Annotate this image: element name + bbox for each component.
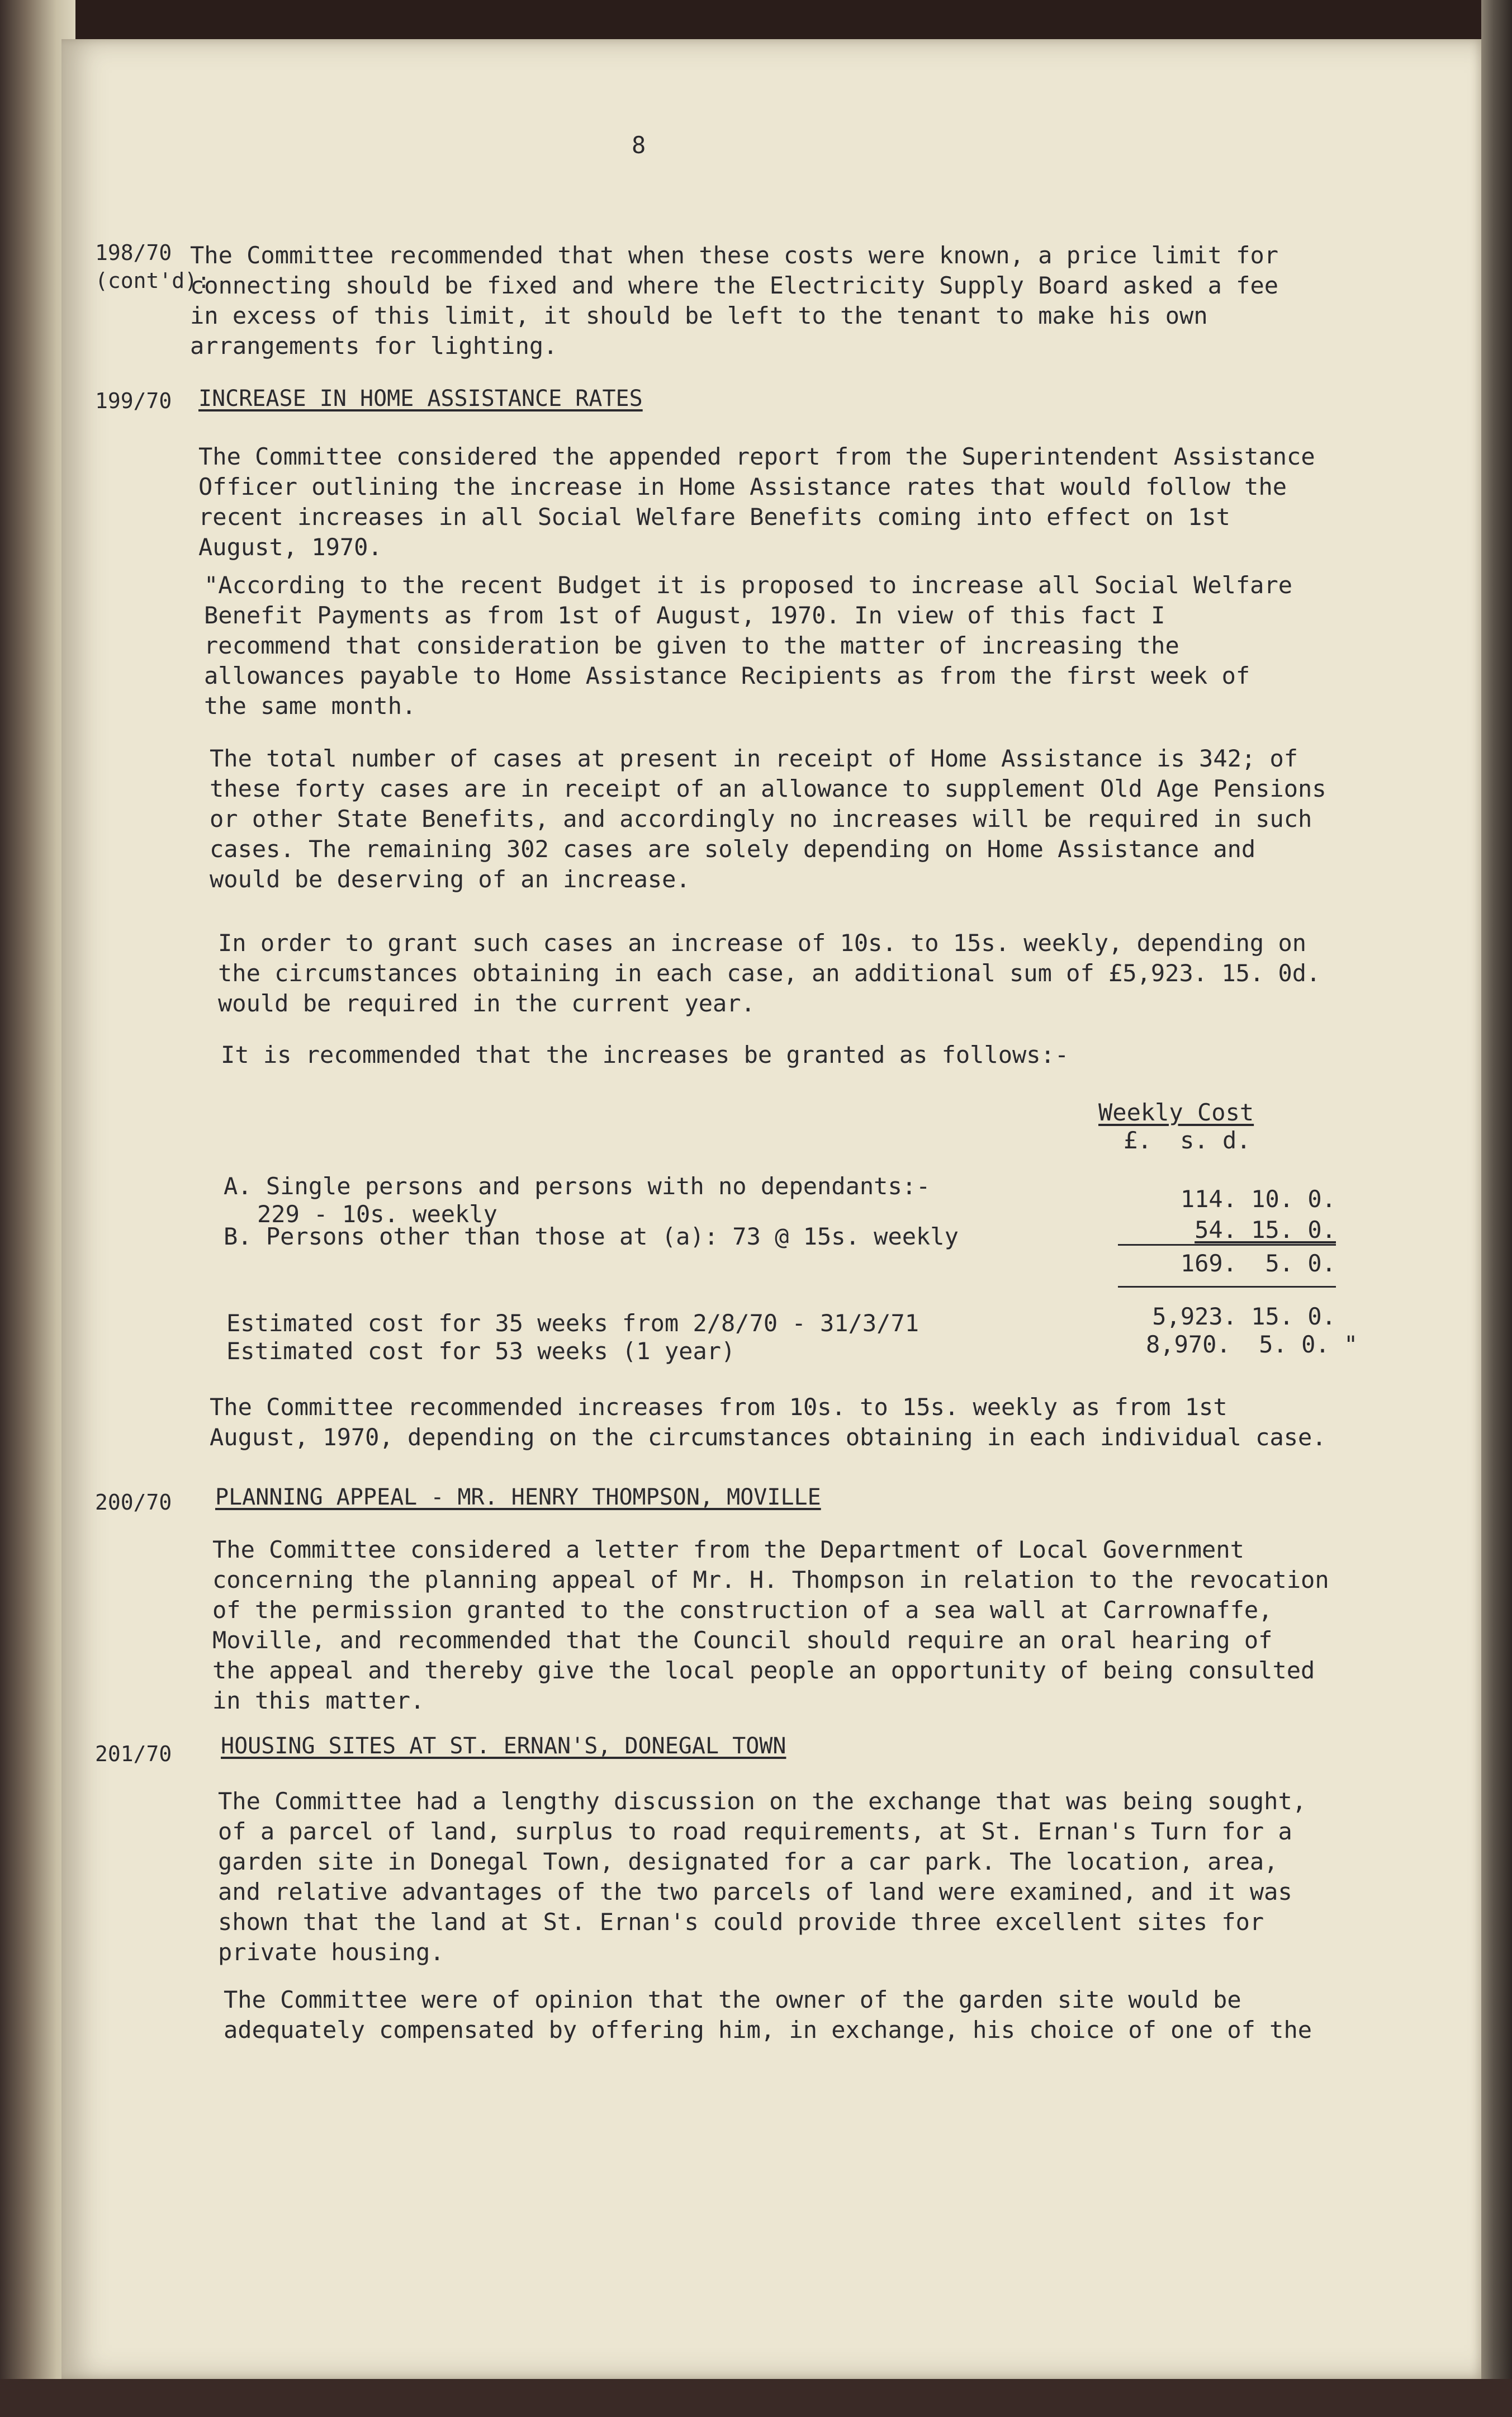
text-line: "According to the recent Budget it is proposed to increase all Social Welfare (204, 571, 1293, 599)
total-rule (1118, 1244, 1336, 1246)
table-row-b-amount: 54. 15. 0. (1195, 1216, 1336, 1243)
text-line: arrangements for lighting. (190, 332, 558, 360)
text-line: The Committee recommended that when these costs were known, a price limit for (190, 242, 1279, 269)
minute-number-201: 201/70 (95, 1742, 172, 1766)
document-page (61, 39, 1481, 2379)
text-line: Benefit Payments as from 1st of August, 1970. In view of this fact I (204, 602, 1165, 629)
minute-199-para-4 (218, 928, 1320, 1019)
minute-number-198: 198/70 (95, 240, 172, 265)
page-edge-bottom (0, 2379, 1512, 2417)
minute-199-para-1 (198, 442, 1315, 562)
text-line: concerning the planning appeal of Mr. H. Thompson in relation to the revocation (212, 1566, 1329, 1593)
text-line: The total number of cases at present in receipt of Home Assistance is 342; of (210, 745, 1298, 772)
text-line: and relative advantages of the two parcels of land were examined, and it was (218, 1878, 1292, 1905)
text-line: allowances payable to Home Assistance Recipients as from the first week of (204, 662, 1250, 689)
table-row-a-label-2: 229 - 10s. weekly (257, 1200, 497, 1228)
currency-units: £. s. d. (1124, 1127, 1251, 1154)
text-line: of the permission granted to the construction of a sea wall at Carrownaffe, (212, 1596, 1273, 1624)
text-line: connecting should be fixed and where the Electricity Supply Board asked a fee (190, 272, 1279, 299)
text-line: the appeal and thereby give the local people an opportunity of being consulted (212, 1657, 1315, 1684)
minute-199-para-3 (210, 744, 1326, 895)
minute-199-para-2 (204, 570, 1292, 721)
text-line: adequately compensated by offering him, in exchange, his choice of one of the (224, 2016, 1312, 2044)
estimate-2-label: Estimated cost for 53 weeks (1 year) (226, 1337, 736, 1365)
text-line: would be deserving of an increase. (210, 865, 690, 893)
estimate-1-label: Estimated cost for 35 weeks from 2/8/70 - 31/3/71 (226, 1309, 919, 1337)
minute-number-200: 200/70 (95, 1490, 172, 1515)
minute-201-heading: HOUSING SITES AT ST. ERNAN'S, DONEGAL TOWN (221, 1733, 786, 1759)
text-line: or other State Benefits, and accordingly no increases will be required in such (210, 805, 1312, 833)
text-line: in this matter. (212, 1687, 425, 1714)
estimate-1-amount: 5,923. 15. 0. (1152, 1303, 1336, 1330)
text-line: Moville, and recommended that the Council should require an oral hearing of (212, 1626, 1273, 1654)
text-line: The Committee considered the appended report from the Superintendent Assistance (198, 443, 1315, 470)
minute-199-heading: INCREASE IN HOME ASSISTANCE RATES (198, 386, 643, 411)
minute-199-para-6 (210, 1392, 1326, 1453)
minute-201-para-2 (224, 1985, 1312, 2045)
minute-200-heading: PLANNING APPEAL - MR. HENRY THOMPSON, MOVILLE (215, 1484, 821, 1510)
minute-199-para-5: It is recommended that the increases be granted as follows:- (221, 1041, 1069, 1068)
minute-200-paragraph (212, 1535, 1329, 1716)
text-line: August, 1970. (198, 533, 382, 561)
text-line: private housing. (218, 1938, 444, 1966)
text-line: The Committee had a lengthy discussion on the exchange that was being sought, (218, 1787, 1307, 1815)
text-line: Officer outlining the increase in Home Assistance rates that would follow the (198, 473, 1287, 500)
estimate-2-amount: 8,970. 5. 0. " (1146, 1331, 1358, 1358)
text-line: garden site in Donegal Town, designated for a car park. The location, area, (218, 1848, 1278, 1875)
minute-number-199: 199/70 (95, 389, 172, 413)
minute-201-para-1 (218, 1786, 1306, 1967)
text-line: the circumstances obtaining in each case, an additional sum of £5,923. 15. 0d. (218, 959, 1321, 987)
minute-contd: (cont'd): (95, 268, 210, 293)
text-line: would be required in the current year. (218, 990, 755, 1017)
table-row-a-amount: 114. 10. 0. (1180, 1185, 1336, 1213)
total-rule-bottom (1118, 1286, 1336, 1288)
page-content (61, 39, 1481, 2379)
text-line: August, 1970, depending on the circumstances obtaining in each individual case. (210, 1423, 1326, 1451)
text-line: The Committee considered a letter from the Department of Local Government (212, 1536, 1244, 1563)
text-line: of a parcel of land, surplus to road requirements, at St. Ernan's Turn for a (218, 1818, 1292, 1845)
text-line: recent increases in all Social Welfare Benefits coming into effect on 1st (198, 503, 1230, 531)
text-line: cases. The remaining 302 cases are solely depending on Home Assistance and (210, 835, 1256, 863)
text-line: shown that the land at St. Ernan's could provide three excellent sites for (218, 1908, 1264, 1936)
text-line: these forty cases are in receipt of an allowance to supplement Old Age Pensions (210, 775, 1326, 802)
text-line: In order to grant such cases an increase of 10s. to 15s. weekly, depending on (218, 929, 1307, 957)
text-line: The Committee were of opinion that the owner of the garden site would be (224, 1986, 1241, 2013)
text-line: in excess of this limit, it should be left to the tenant to make his own (190, 302, 1208, 329)
minute-198-paragraph (190, 240, 1278, 361)
text-line: recommend that consideration be given to the matter of increasing the (204, 632, 1179, 659)
table-total-amount: 169. 5. 0. (1180, 1250, 1336, 1277)
text-line: The Committee recommended increases from 10s. to 15s. weekly as from 1st (210, 1393, 1227, 1421)
page-edge-right (1481, 0, 1512, 2417)
table-row-b-label: B. Persons other than those at (a): 73 @ 15s. weekly (224, 1223, 959, 1250)
weekly-cost-heading: Weekly Cost (1098, 1099, 1254, 1126)
page-number: 8 (632, 131, 646, 159)
table-row-a-label-1: A. Single persons and persons with no dependants:- (224, 1172, 931, 1200)
text-line: the same month. (204, 692, 416, 720)
